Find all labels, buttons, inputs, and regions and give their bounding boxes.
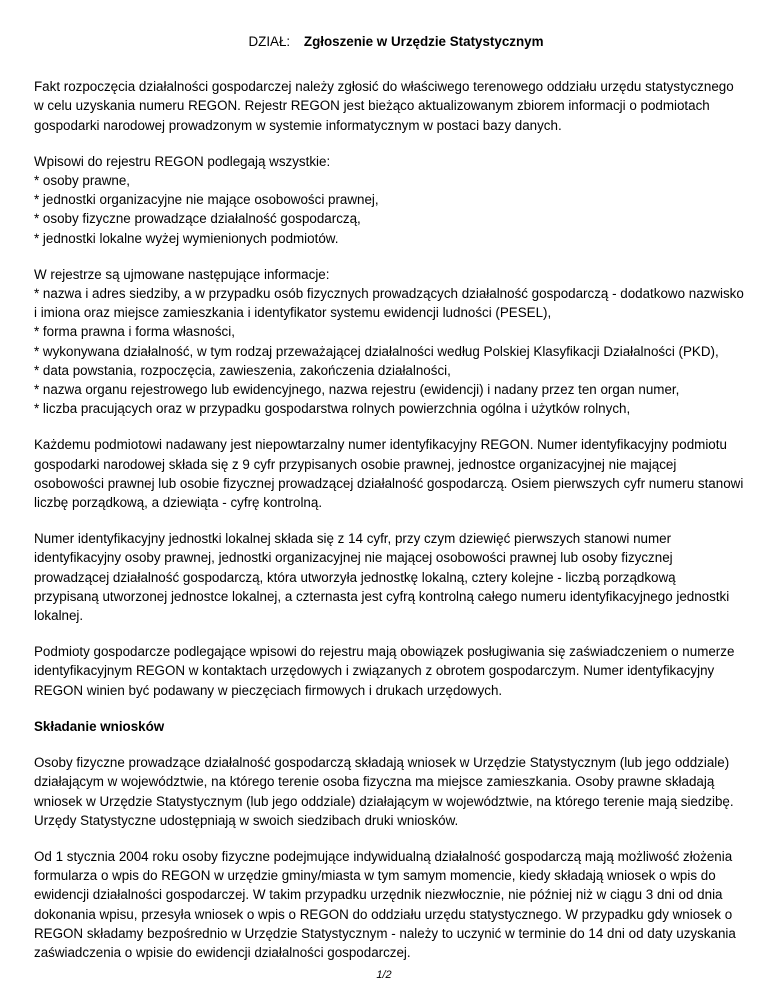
list-intro: Wpisowi do rejestru REGON podlegają wszystkie: [34, 153, 331, 169]
section-heading: Składanie wniosków [34, 718, 165, 734]
list-intro: W rejestrze są ujmowane następujące informacje: [34, 266, 330, 282]
header-title: Zgłoszenie w Urzędzie Statystycznym [303, 34, 544, 49]
list-item: * osoby prawne, [34, 173, 131, 189]
paragraph-regon-intro: Fakt rozpoczęcia działalności gospodarczej należy zgłosić do właściwego terenowego oddziału urzędu statystycznego w celu uzyskania numeru REGON. Rejestr REGON jest bieżąco aktualizowanym zbiorem informacji o podmiotach gospodarki narodowej prowadzonym w systemie informatycznym w postaci bazy danych. [34, 79, 734, 133]
paragraph-obligation: Podmioty gospodarcze podlegające wpisowi do rejestru mają obowiązek posługiwania się zaświadczeniem o numerze identyfikacyjnym REGON w kontaktach urzędowych i związanych z obrotem gospodarczym. Numer identyfikacyjny REGON winien być podawany w pieczęciach firmowych i drukach urzędowych. [34, 644, 735, 698]
list-item: * jednostki organizacyjne nie mające osobowości prawnej, [34, 192, 379, 208]
list-item: * wykonywana działalność, w tym rodzaj przeważającej działalności według Polskiej Klasyfikacji Działalności (PKD), [34, 343, 719, 359]
page-number: 1/2 [376, 969, 392, 981]
list-item: * nazwa organu rejestrowego lub ewidencyjnego, nazwa rejestru (ewidencji) i nadany przez ten organ numer, [34, 382, 680, 398]
paragraph-2004-rules: Od 1 stycznia 2004 roku osoby fizyczne podejmujące indywidualną działalność gospodarczą mają możliwość złożenia formularza o wpis do REGON w urzędzie gminy/miasta w tym samym momencie, kiedy składają wniosek o wpis do ewidencji działalności gospodarczej. W takim przypadku urzędnik niezwłocznie, nie później niż w ciągu 3 dni od dnia dokonania wpisu, przesyła wniosek o wpis o REGON do oddziału urzędu statystycznego. W przypadku gdy wniosek o REGON składamy bezpośrednio w Urzędzie Statystycznym - należy to uczynić w terminie do 14 dni od daty uzyskania zaświadczenia o wpisie do ewidencji działalności gospodarczej. [34, 848, 736, 960]
list-item: * osoby fizyczne prowadzące działalność gospodarczą, [34, 211, 361, 227]
paragraph-local-unit-number: Numer identyfikacyjny jednostki lokalnej składa się z 14 cyfr, przy czym dziewięć pierwszych stanowi numer identyfikacyjny osoby prawnej, jednostki organizacyjnej nie mającej osobowości prawnej lub osoby fizycznej prowadzącej działalność gospodarczą, która utworzyła jednostkę lokalną, cztery kolejne - liczbą porządkową przypisaną utworzonej jednostce lokalnej, a czternasta jest cyfrą kontrolną całego numeru identyfikacyjnego jednostki lokalnej. [34, 531, 730, 624]
header-label: DZIAŁ: [248, 34, 291, 49]
document-header [34, 32, 744, 51]
list-item: * jednostki lokalne wyżej wymienionych podmiotów. [34, 230, 339, 246]
document-page [34, 32, 744, 979]
list-item: * nazwa i adres siedziby, a w przypadku osób fizycznych prowadzących działalność gospodarczą - dodatkowo nazwisko i imiona oraz miejsce zamieszkania i identyfikator systemu ewidencji ludności (PESEL), [34, 286, 744, 321]
paragraph-info-list [34, 265, 744, 419]
list-item: * data powstania, rozpoczęcia, zawieszenia, zakończenia działalności, [34, 362, 451, 378]
list-item: * liczba pracujących oraz w przypadku gospodarstwa rolnych powierzchnia ogólna i użytków rolnych, [34, 401, 631, 417]
paragraph-entities-list [34, 152, 744, 248]
paragraph-submission: Osoby fizyczne prowadzące działalność gospodarczą składają wniosek w Urzędzie Statystycznym (lub jego oddziale) działającym w województwie, na którego terenie osoba fizyczna ma miejsce zamieszkania. Osoby prawne składają wniosek w Urzędzie Statystycznym (lub jego oddziale) działającym w województwie, na którego terenie mają siedzibę. Urzędy Statystyczne udostępniają w swoich siedzibach druki wniosków. [34, 755, 734, 828]
paragraph-regon-number: Każdemu podmiotowi nadawany jest niepowtarzalny numer identyfikacyjny REGON. Numer identyfikacyjny podmiotu gospodarki narodowej składa się z 9 cyfr przypisanych osobie prawnej, jednostce organizacyjnej nie mającej osobowości prawnej lub osobie fizycznej prowadzącej działalność gospodarczą. Osiem pierwszych cyfr numeru stanowi liczbę porządkową, a dziewiąta - cyfrę kontrolną. [34, 437, 744, 511]
list-item: * forma prawna i forma własności, [34, 324, 235, 340]
